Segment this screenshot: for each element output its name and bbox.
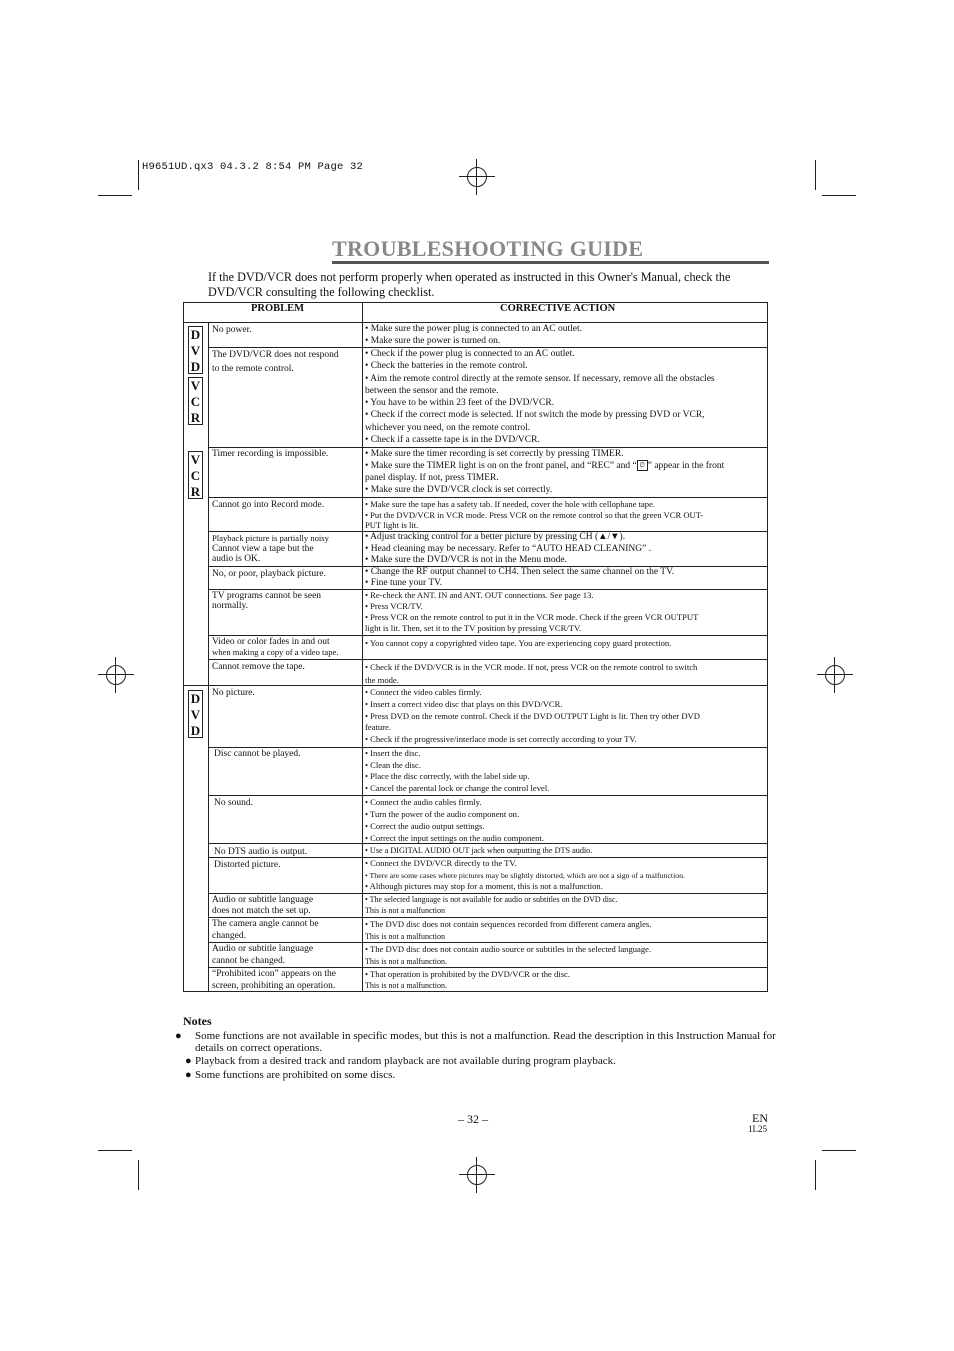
crop-mark (822, 195, 856, 196)
registration-mark-icon (817, 657, 853, 693)
action-cell: • Make sure the power plug is connected to an AC outlet. • Make sure the power is turned on. (365, 324, 583, 346)
bullet-icon: ● (185, 1055, 192, 1067)
section-label-vcr: V C R (188, 377, 203, 425)
table-divider (362, 302, 363, 992)
problem-cell: Disc cannot be played. (214, 749, 301, 759)
row-divider (208, 635, 768, 636)
problem-cell: Cannot remove the tape. (212, 662, 305, 672)
page-number: – 32 – (458, 1112, 488, 1126)
problem-cell: The DVD/VCR does not respond to the remote control. (212, 350, 339, 374)
action-cell: • Change the RF output channel to CH4. Then select the same channel on the TV. • Fine tune your TV. (365, 567, 675, 588)
action-cell: • Make sure the tape has a safety tab. If needed, cover the hole with cellophane tape. • Put the DVD/VCR in VCR mode. Press VCR on the remote control so that the green VCR OUT- PUT light is lit. (365, 499, 704, 530)
crop-mark (815, 160, 816, 190)
action-cell: • That operation is prohibited by the DVD/VCR or the disc. This is not a malfunction. (365, 969, 571, 990)
action-cell: • The DVD disc does not contain sequences recorded from different camera angles. This is not a malfunction (365, 919, 652, 941)
problem-cell: No sound. (214, 798, 254, 808)
crop-mark (98, 1150, 132, 1151)
problem-cell: No DTS audio is output. (214, 847, 308, 857)
document-code: 1L25 (748, 1124, 767, 1134)
problem-cell: “Prohibited icon” appears on the screen, prohibiting an operation. (212, 969, 336, 991)
problem-cell: No, or poor, playback picture. (212, 569, 326, 579)
row-divider (208, 497, 768, 498)
problem-cell: No picture. (212, 688, 255, 698)
row-divider (208, 942, 768, 943)
table-divider (208, 322, 209, 992)
action-cell: • Use a DIGITAL AUDIO OUT jack when outputting the DTS audio. (365, 846, 593, 855)
section-label-vcr: V C R (188, 451, 203, 499)
action-cell: • The DVD disc does not contain audio source or subtitles in the selected language. This is not a malfunction. (365, 944, 652, 966)
row-divider (208, 917, 768, 918)
bullet-icon: ● (185, 1069, 192, 1081)
registration-mark-icon (459, 1157, 495, 1193)
crop-mark (138, 1160, 139, 1190)
bullet-icon: ● (175, 1030, 182, 1042)
action-cell: • The selected language is not available for audio or subtitles on the DVD disc. This is not a malfunction (365, 895, 618, 915)
problem-cell: TV programs cannot be seen normally. (212, 591, 322, 611)
problem-cell: No power. (212, 325, 252, 335)
problem-cell: Cannot go into Record mode. (212, 500, 325, 510)
intro-text: If the DVD/VCR does not perform properly when operated as instructed in this Owner's Manual, check the DVD/VCR consulting the following checklist. (208, 270, 731, 299)
title-rule (332, 261, 769, 264)
problem-cell: The camera angle cannot be changed. (212, 919, 319, 941)
problem-cell: Playback picture is partially noisy Cannot view a tape but the audio is OK. (212, 533, 329, 564)
section-label-dvd: D V D (188, 326, 203, 374)
note-item: ● Some functions are prohibited on some discs. (185, 1069, 396, 1081)
note-item: ● Some functions are not available in specific modes, but this is not a malfunction. Read the description in this Instruction Manual for details on correct operations. (175, 1030, 776, 1054)
action-cell: • You cannot copy a copyrighted video tape. You are experiencing copy guard protection. (365, 638, 672, 648)
crop-mark (138, 160, 139, 190)
action-cell: • Connect the DVD/VCR directly to the TV. • There are some cases where pictures may be slightly distorted, which are not a sign of a malfunction. • Although pictures may stop for a moment, this is not a malfunction. (365, 858, 685, 891)
crop-mark (98, 195, 132, 196)
problem-cell: Audio or subtitle language does not match the set up. (212, 895, 314, 916)
notes-heading: Notes (183, 1014, 212, 1028)
action-cell: • Make sure the timer recording is set correctly by pressing TIMER. • Make sure the TIMER light is on on the front panel, and “REC” and “ ⏲ ” appear in the front panel display. If not, press TIMER. • Make sure the DVD/VCR clock is set correctly. (365, 449, 725, 495)
timer-icon: ⏲ (637, 460, 648, 471)
problem-cell: Audio or subtitle language cannot be changed. (212, 944, 314, 966)
action-cell: • Check if the power plug is connected to an AC outlet. • Check the batteries in the remote control. • Aim the remote control directly at the remote sensor. If necessary, remove all the obstacles between the sensor and the remote. • You have to be within 23 feet of the DVD/VCR. • Check if the correct mode is selected. If not switch the mode by pressing DVD or VCR, whichever you need, on the remote control. • Check if a cassette tape is in the DVD/VCR. (365, 349, 715, 446)
action-cell: • Re-check the ANT. IN and ANT. OUT connections. See page 13. • Press VCR/TV. • Press VCR on the remote control to put it in the VCR mode. Check if the green VCR OUTPUT light is lit. Then, set it to the TV position by pressing VCR/TV. (365, 590, 699, 633)
language-code: EN (752, 1111, 768, 1125)
problem-cell: Distorted picture. (214, 860, 281, 870)
problem-cell: Video or color fades in and out when making a copy of a video tape. (212, 637, 339, 657)
action-cell: • Adjust tracking control for a better picture by pressing CH (▲/▼). • Head cleaning may be necessary. Refer to “AUTO HEAD CLEANING” . • Make sure the DVD/VCR is not in the Menu mode. (365, 532, 652, 565)
registration-mark-icon (98, 657, 134, 693)
column-header-action: CORRECTIVE ACTION (500, 303, 616, 314)
print-slug: H9651UD.qx3 04.3.2 8:54 PM Page 32 (142, 161, 364, 173)
crop-mark (822, 1150, 856, 1151)
section-label-dvd: D V D (188, 690, 203, 738)
action-cell: • Connect the audio cables firmly. • Turn the power of the audio component on. • Correct the audio output settings. • Correct the input settings on the audio component. (365, 797, 544, 843)
action-cell: • Connect the video cables firmly. • Insert a correct video disc that plays on this DVD/VCR. • Press DVD on the remote control. Check if the DVD OUTPUT Light is lit. Then try other DVD feature. • Check if the progressive/interlace mode is set correctly according to your TV. (365, 687, 700, 745)
problem-cell: Timer recording is impossible. (212, 449, 329, 459)
registration-mark-icon (459, 159, 495, 195)
crop-mark (815, 1160, 816, 1190)
row-divider (208, 659, 768, 660)
note-item: ● Playback from a desired track and random playback are not available during program playback. (185, 1055, 616, 1067)
column-header-problem: PROBLEM (251, 303, 305, 314)
page-title: TROUBLESHOOTING GUIDE (332, 236, 644, 261)
action-cell: • Insert the disc. • Clean the disc. • Place the disc correctly, with the label side up. • Cancel the parental lock or change the control level. (365, 748, 550, 793)
action-cell: • Check if the DVD/VCR is in the VCR mode. If not, press VCR on the remote control to switch the mode. (365, 662, 698, 685)
